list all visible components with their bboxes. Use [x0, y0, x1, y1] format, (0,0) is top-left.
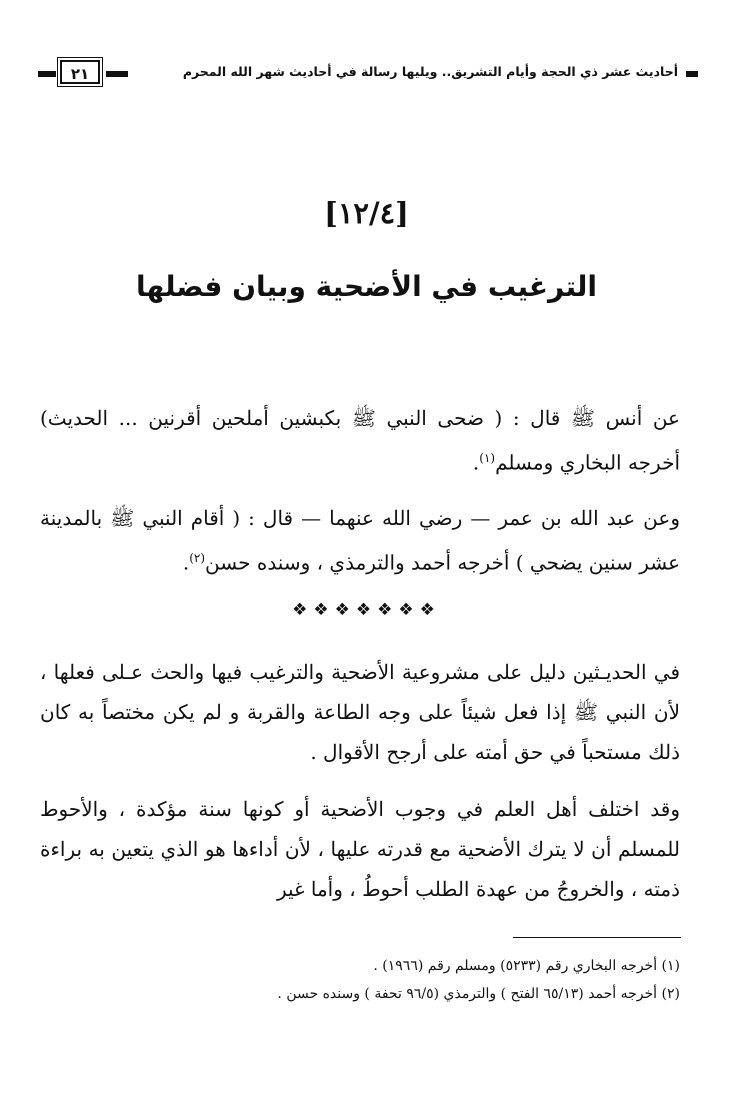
header-rule-edge	[38, 71, 56, 77]
hadith-end-1: .	[472, 450, 480, 475]
hadith-text-2: وعن عبد الله بن عمر — رضي الله عنهما — قال : ( أقام النبي ﷺ بالمدينة عشر سنين يضحي ) أخرجه أحمد والترمذي ، وسنده حسن	[40, 506, 680, 575]
footnote-ref-1: (١)	[479, 451, 496, 465]
chapter-title: الترغيب في الأضحية وبيان فضلها	[135, 270, 597, 303]
header-rule-right	[686, 71, 698, 77]
page-number: ٢١	[60, 60, 100, 84]
footnote-separator	[513, 937, 681, 938]
header-title: أحاديث عشر ذي الحجة وأيام التشريق.. ويليها رسالة في أحاديث شهر الله المحرم	[182, 64, 678, 79]
section-number: [١٢/٤]	[324, 196, 409, 230]
commentary-paragraph-1: في الحديـثين دليل على مشروعية الأضحية والترغيب فيها والحث عـلى فعلها ، لأن النبي ﷺ إذا فعل شيئاً على وجه الطاعة والقربة و لم يكن مختصاً به كان ذلك مستحباً في حق أمته على أرجح الأقوال .	[40, 660, 680, 764]
footnote-ref-2: (٢)	[189, 551, 206, 565]
header-rule-left	[106, 71, 128, 77]
ornament-divider: ❖❖❖❖❖❖❖	[292, 600, 441, 620]
footnotes	[40, 952, 680, 1008]
footnote-1: (١) أخرجه البخاري رقم (٥٢٣٣) ومسلم رقم (١٩٦٦) .	[373, 958, 680, 974]
hadith-text-1: عن أنس ﷺ قال : ( ضحى النبي ﷺ بكبشين أملحين أقرنين ... الحديث) أخرجه البخاري ومسلم	[40, 406, 680, 475]
hadith-paragraph-2	[40, 498, 680, 583]
hadith-end-2: .	[182, 550, 190, 575]
commentary-paragraph-2: وقد اختلف أهل العلم في وجوب الأضحية أو كونها سنة مؤكدة ، والأحوط للمسلم أن لا يترك الأضحية مع قدرته عليها ، لأن أداءها هو الذي يتعين به براءة ذمته ، والخروجُ من عهدة الطلب أحوطُ ، وأما غير	[40, 797, 680, 901]
hadith-paragraph-1	[40, 398, 680, 483]
footnote-2: (٢) أخرجه أحمد (٦٥/١٣ الفتح ) والترمذي (٩٦/٥ تحفة ) وسنده حسن .	[277, 986, 680, 1002]
running-header	[38, 58, 698, 90]
